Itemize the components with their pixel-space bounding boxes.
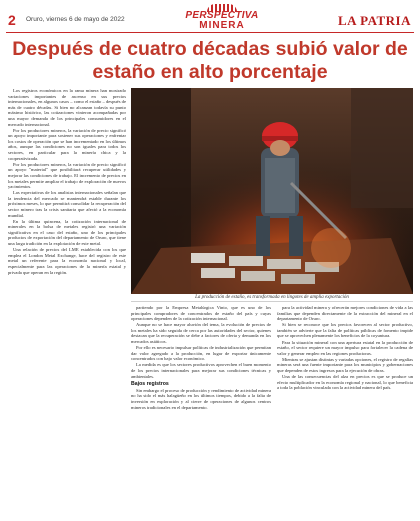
dateline: Oruro, viernes 6 de mayo de 2022	[26, 16, 125, 23]
paragraph: Mientras se ajustan distintas y variadas opciones, el registro de regalías mineras será una fuente importante para los municipios y gobernaciones que dependen de estos ingresos para la ejecución de obras.	[277, 356, 413, 374]
paragraph: Para la situación mineral con una apertura estatal en la producción de estaño, el sector requiere un mayor impulso para fortalecer la cadena de valor y generar empleo en las regiones productoras.	[277, 339, 413, 356]
section-name-line1: PERSPECTIVA	[185, 10, 259, 21]
paragraph: La medida es que los sectores productivos aprovechen el buen momento de los precios internacionales para mejorar sus condiciones técnicas y ambientales.	[131, 362, 271, 379]
paragraph: Por los productores mineros, la variación de precio significó un apoyo importante para sostener sus operaciones y enfrentar los costos de operación que se han incrementado en los últimos años, aunque las condiciones no son iguales para todos los sectores, en particular para la minería chica y la cooperativizada.	[8, 127, 126, 161]
smelter-worker-photo	[131, 88, 413, 294]
paragraph: Por los productores mineros, la variación de precio significó un apoyo "material" que posibilitará recuperar utilidades y mejorar las condiciones de trabajo. El incremento de precios en los metales permite ampliar el trabajo de exploración de nuevos yacimientos.	[8, 161, 126, 190]
paragraph: Sin embargo el proceso de producción y rendimiento de actividad minera no ha sido el más halagüeño en los últimos tiempos, debido a la falta de inversión en exploración y al cierre de operaciones de algunos centros mineros tradicionales en el departamento.	[131, 387, 271, 410]
subheading: Bajos registros	[131, 380, 169, 387]
article-column-left	[8, 88, 126, 514]
paragraph: Una de las consecuencias del alza en precios es que se produce un efecto multiplicador en la economía regional y nacional, lo que beneficia a toda la población vinculada con la actividad minera del país.	[277, 374, 413, 391]
photo-caption: La producción de estaño, es transformada en lingotes de amplia exportación	[195, 295, 349, 300]
paragraph: Aunque no se hace mayor aluvión del tema, la evolución de precios de los metales ha sido seguida de cerca por las autoridades del sector, quienes destacan que la recuperación se debe a factores de oferta y demanda en los mercados asiáticos.	[131, 322, 271, 345]
page-header	[0, 0, 420, 34]
paragraph: Una relación de precios del LME establecida con los que emplea el London Metal Exchange, hace del registro de este metal un referente para la economía nacional y local, especialmente para las operaciones de la minería estatal y privada que operan en la región.	[8, 247, 126, 275]
paragraph: Por ello es necesario impulsar políticas de industrialización que permitan dar valor agregado a la producción, en lugar de exportar únicamente concentrados con bajo valor económico.	[131, 345, 271, 362]
section-name-line2: MINERA	[199, 20, 245, 31]
article-photo	[131, 88, 413, 294]
header-divider	[6, 32, 414, 33]
section-logo	[183, 4, 261, 32]
paragraph: partiendo por la Empresa Metalúrgica Vinto, que es uno de los principales compradores de concentrados de estaño del país y cuyas operaciones dependen de la cotización internacional.	[131, 305, 271, 322]
article-column-right	[277, 305, 413, 515]
paragraph: Las expectativas de los analistas internacionales señalan que la tendencia del mercado se mantendrá estable durante los próximos meses, lo que permitirá consolidar la recuperación del sector minero tras la crisis sanitaria que afectó a la economía mundial.	[8, 190, 126, 218]
paragraph: para la actividad minera y ofrecerán mejores condiciones de vida a las familias que dependen directamente de la extracción del mineral en el departamento de Oruro.	[277, 305, 413, 322]
article-headline: Después de cuatro décadas subió valor de estaño en alto porcentaje	[12, 38, 408, 83]
newspaper-brand: LA PATRIA	[338, 13, 411, 28]
paragraph: Si bien se reconoce que los precios favorecen al sector productivo, también se advierte que la falta de políticas públicas de fomento impide que se aprovechen plenamente los beneficios de la coyuntura.	[277, 322, 413, 339]
caption-divider	[131, 301, 413, 302]
paragraph: Los registros económicos en la rama minera han mostrado variaciones importantes de ascenso en sus precios internacionales, en algunos casos – como el estaño – después de más de cuatro décadas. Si bien no alcanzan todavía su punto máximo histórico, las cotizaciones vinieron acompañadas por una mayor demanda de los principales consumidores en el mercado internacional.	[8, 88, 126, 127]
article-column-middle	[131, 305, 271, 515]
page-number: 2	[8, 12, 16, 28]
paragraph: En la última quincena, la cotización internacional de minerales en la bolsa de metales registró una variación significativa en el caso del estaño, uno de los principales productos de exportación del departamento de Oruro, que tiene una larga tradición en la explotación de este metal.	[8, 218, 126, 247]
